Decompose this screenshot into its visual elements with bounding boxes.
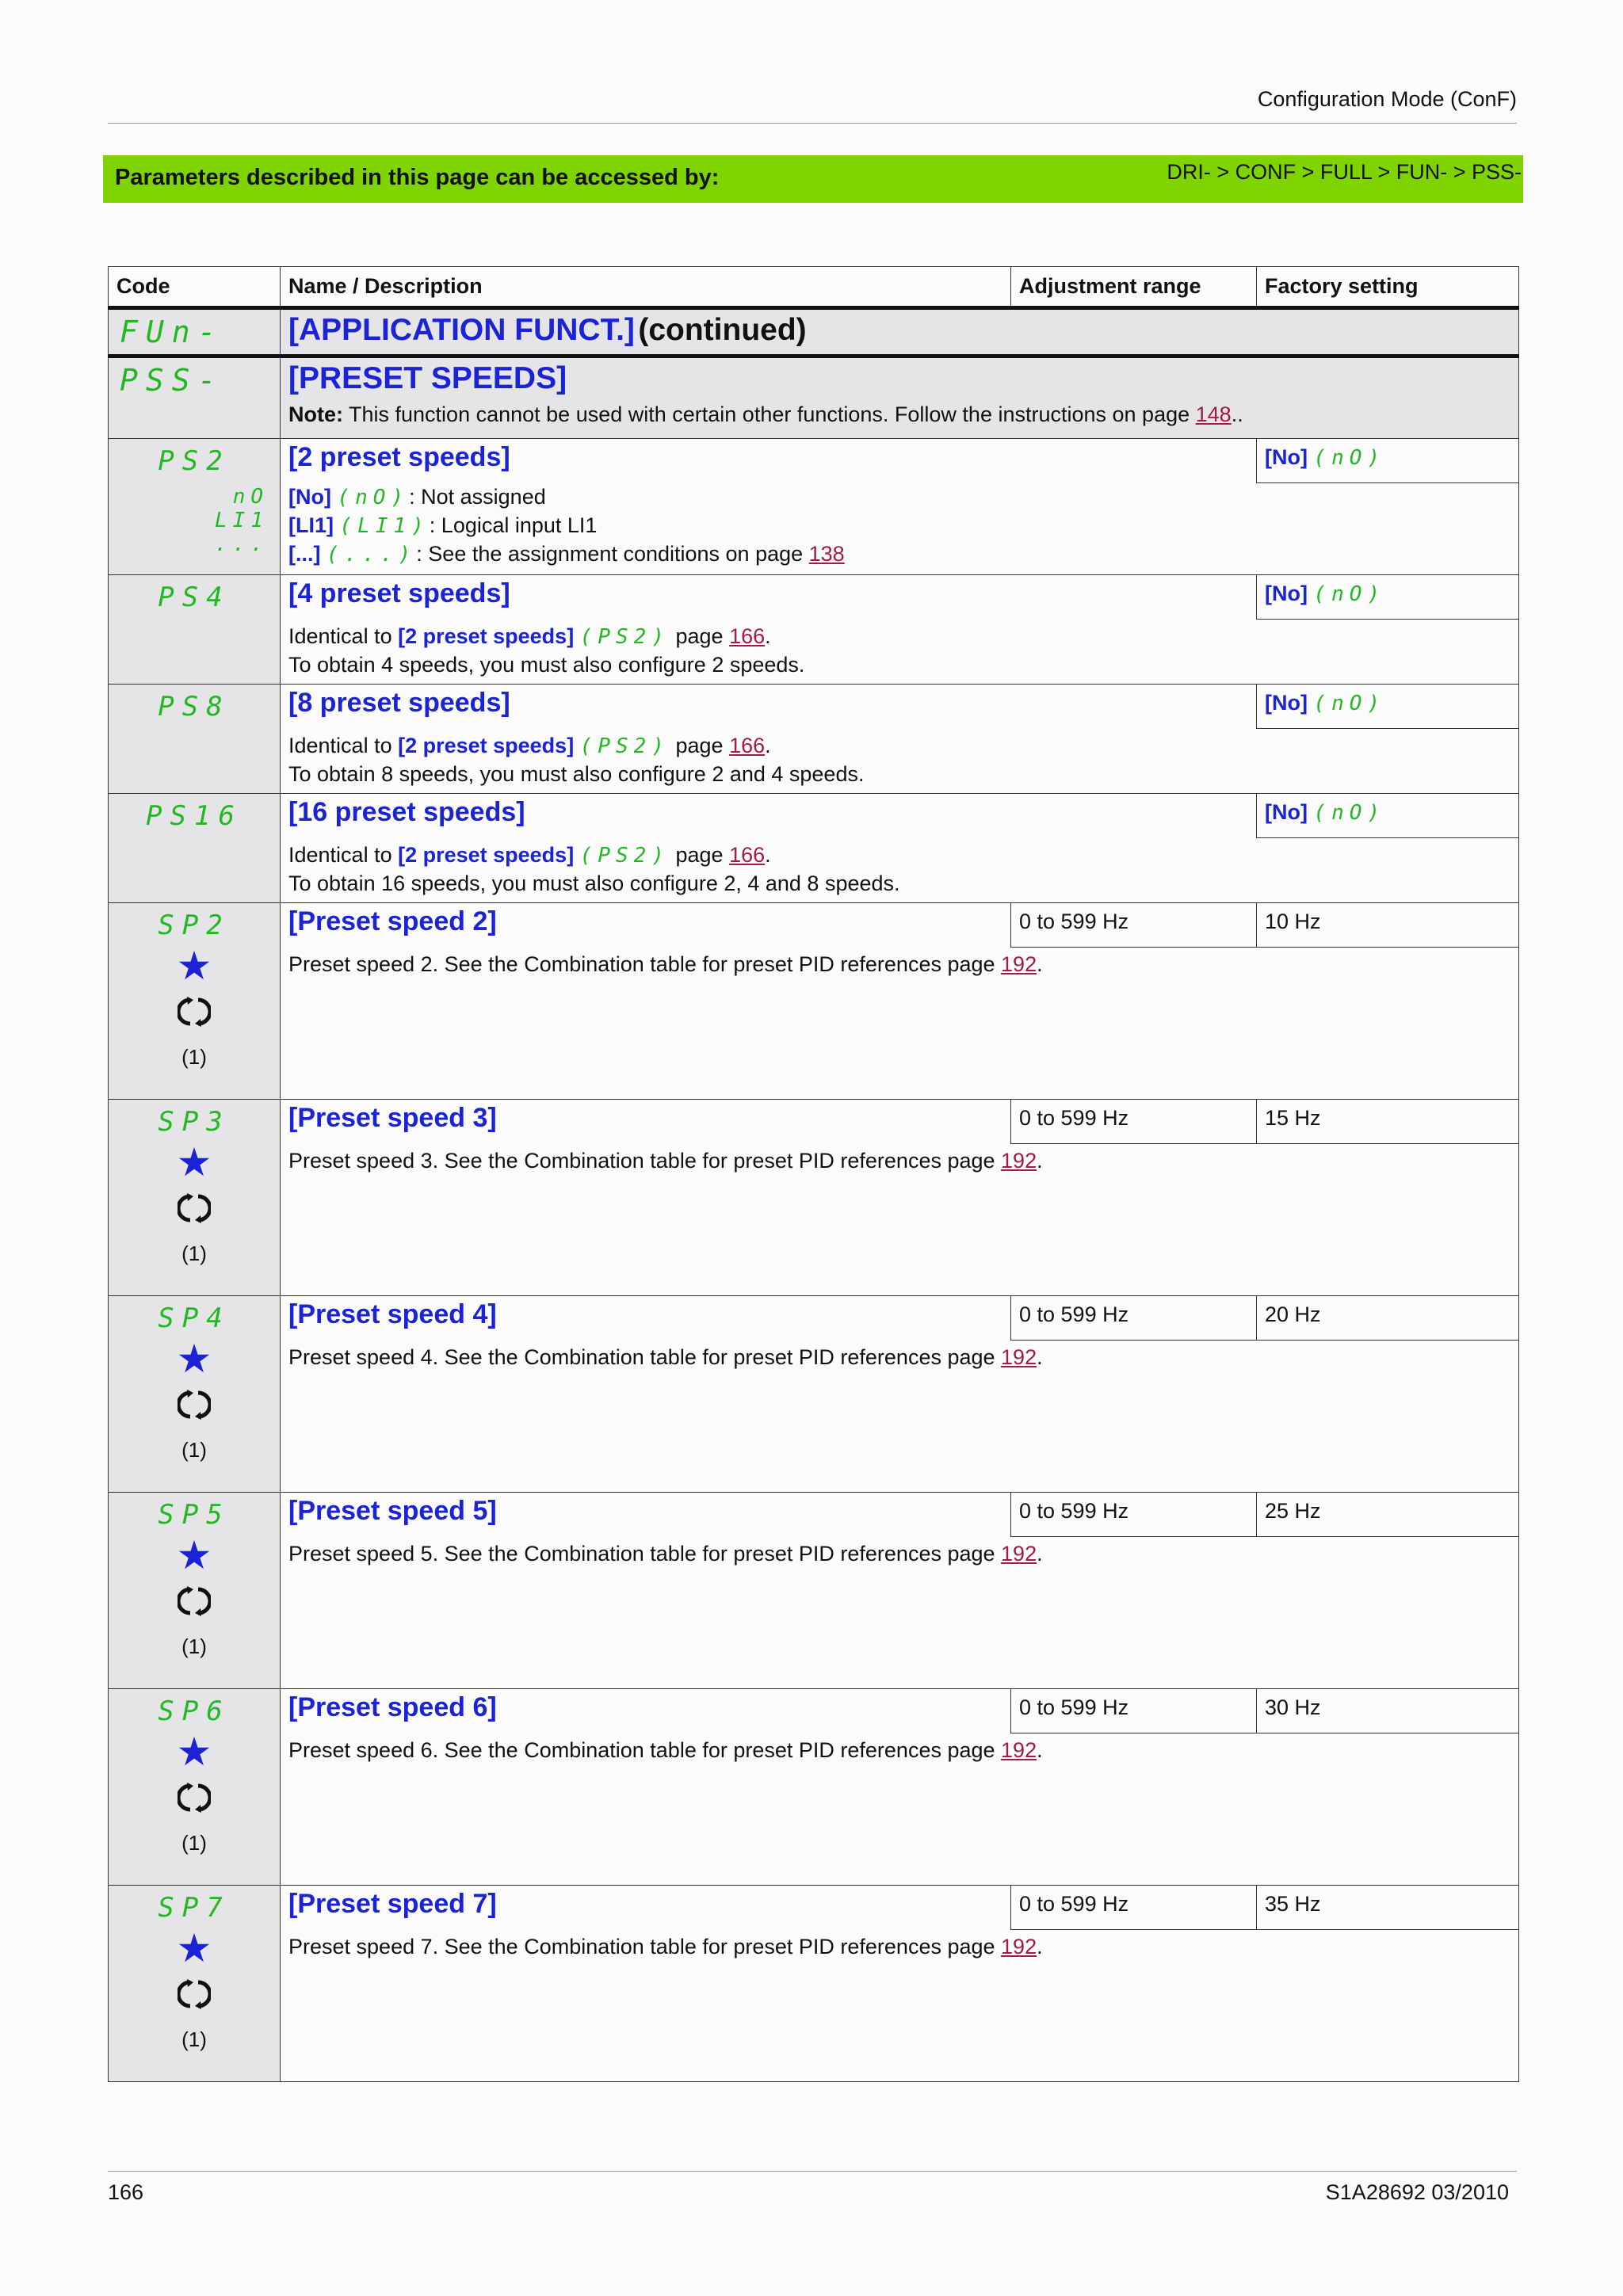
param-code: SP7 bbox=[158, 1892, 231, 1924]
factory-setting: 10 Hz bbox=[1256, 903, 1518, 948]
param-code: SP6 bbox=[158, 1695, 231, 1727]
header-divider bbox=[108, 123, 1517, 124]
pss-code: PSS- bbox=[120, 363, 224, 398]
cycle-icon bbox=[178, 997, 211, 1027]
footnote-marker: (1) bbox=[181, 1045, 207, 1069]
param-code: SP3 bbox=[158, 1106, 231, 1138]
footer-divider bbox=[108, 2171, 1517, 2172]
star-icon: ★ bbox=[176, 1533, 212, 1577]
param-title: [Preset speed 4] bbox=[288, 1299, 497, 1329]
param-description: Identical to [2 preset speeds] (PS2) page 166. To obtain 8 speeds, you must also configure 2 and 4 speeds. bbox=[288, 734, 865, 786]
ps2-option: [...] (...): See the assignment conditions on page 138 bbox=[288, 542, 845, 566]
preset-speed-row bbox=[109, 1296, 1519, 1493]
cycle-icon bbox=[178, 1193, 211, 1223]
adjustment-range: 0 to 599 Hz bbox=[1010, 1493, 1256, 1537]
fun-title: [APPLICATION FUNCT.] bbox=[288, 313, 635, 347]
option-page-link[interactable]: 138 bbox=[808, 542, 845, 566]
param-description: Identical to [2 preset speeds] (PS2) page 166. To obtain 16 speeds, you must also configure 2, 4 and 8 speeds. bbox=[288, 843, 900, 895]
pss-note-page-link[interactable]: 148 bbox=[1195, 402, 1232, 426]
page-number: 166 bbox=[108, 2180, 144, 2204]
param-code: SP4 bbox=[158, 1302, 231, 1334]
cycle-icon bbox=[178, 1390, 211, 1420]
ps-row bbox=[109, 794, 1519, 903]
page-link[interactable]: 166 bbox=[729, 624, 766, 648]
factory-setting: 25 Hz bbox=[1256, 1493, 1518, 1537]
preset-speed-row bbox=[109, 1886, 1519, 2082]
param-description: Preset speed 6. See the Combination table for preset PID references page 192. bbox=[288, 1738, 1043, 1762]
footnote-marker: (1) bbox=[181, 1831, 207, 1855]
factory-setting: 15 Hz bbox=[1256, 1100, 1518, 1144]
param-title: [Preset speed 7] bbox=[288, 1889, 497, 1919]
preset-speed-row bbox=[109, 1493, 1519, 1689]
param-description: Identical to [2 preset speeds] (PS2) page 166. To obtain 4 speeds, you must also configure 2 speeds. bbox=[288, 624, 805, 677]
param-title: [Preset speed 3] bbox=[288, 1103, 497, 1133]
page-link[interactable]: 192 bbox=[1001, 1738, 1037, 1762]
cycle-icon bbox=[178, 1979, 211, 2009]
factory-setting: [No] (nO) bbox=[1256, 794, 1518, 838]
preset-speed-row bbox=[109, 1689, 1519, 1886]
header-name: Name / Description bbox=[281, 267, 1011, 308]
param-title: [4 preset speeds] bbox=[288, 578, 510, 608]
footnote-marker: (1) bbox=[181, 1634, 207, 1658]
ps2-option-code: nO bbox=[232, 485, 269, 509]
preset-speed-row bbox=[109, 1100, 1519, 1296]
star-icon: ★ bbox=[176, 1140, 212, 1184]
page-link[interactable]: 192 bbox=[1001, 1542, 1037, 1566]
param-description: Preset speed 3. See the Combination table for preset PID references page 192. bbox=[288, 1149, 1043, 1173]
preset-speed-row bbox=[109, 903, 1519, 1100]
adjustment-range: 0 to 599 Hz bbox=[1010, 1886, 1256, 1930]
param-title: [Preset speed 6] bbox=[288, 1692, 497, 1722]
ps2-code: PS2 bbox=[158, 445, 231, 477]
factory-setting: 20 Hz bbox=[1256, 1296, 1518, 1341]
param-description: Preset speed 2. See the Combination table for preset PID references page 192. bbox=[288, 952, 1043, 976]
fun-code: FUn- bbox=[120, 315, 224, 349]
cycle-icon bbox=[178, 1586, 211, 1616]
page-link[interactable]: 166 bbox=[729, 734, 766, 757]
footnote-marker: (1) bbox=[181, 1438, 207, 1462]
param-code: PS16 bbox=[146, 800, 242, 832]
pss-menu-row bbox=[109, 357, 1519, 439]
param-code: PS4 bbox=[158, 582, 231, 613]
factory-setting: [No] (nO) bbox=[1256, 575, 1518, 620]
factory-setting: 35 Hz bbox=[1256, 1886, 1518, 1930]
star-icon: ★ bbox=[176, 1337, 212, 1381]
star-icon: ★ bbox=[176, 1926, 212, 1970]
header-code: Code bbox=[109, 267, 281, 308]
page-link[interactable]: 192 bbox=[1001, 1149, 1037, 1173]
document-reference: S1A28692 03/2010 bbox=[1325, 2180, 1509, 2204]
ps2-title: [2 preset speeds] bbox=[288, 442, 510, 472]
param-code: PS8 bbox=[158, 691, 231, 723]
page-link[interactable]: 166 bbox=[729, 843, 766, 867]
ps2-option: [No] (nO): Not assigned bbox=[288, 485, 546, 509]
access-label: Parameters described in this page can be accessed by: bbox=[115, 165, 720, 190]
footnote-marker: (1) bbox=[181, 2027, 207, 2051]
fun-menu-row bbox=[109, 308, 1519, 357]
header-range: Adjustment range bbox=[1011, 267, 1257, 308]
param-title: [Preset speed 5] bbox=[288, 1496, 497, 1526]
pss-note: Note: This function cannot be used with certain other functions. Follow the instructions on page 148.. bbox=[288, 402, 1243, 426]
param-title: [16 preset speeds] bbox=[288, 797, 525, 827]
param-title: [8 preset speeds] bbox=[288, 688, 510, 718]
star-icon: ★ bbox=[176, 944, 212, 988]
star-icon: ★ bbox=[176, 1730, 212, 1774]
page-link[interactable]: 192 bbox=[1001, 1935, 1037, 1958]
ps2-option-code: LI1 bbox=[215, 509, 269, 532]
param-description: Preset speed 7. See the Combination table for preset PID references page 192. bbox=[288, 1935, 1043, 1958]
ps2-row bbox=[109, 439, 1519, 575]
ps2-factory: [No] (nO) bbox=[1256, 439, 1518, 483]
param-code: SP5 bbox=[158, 1499, 231, 1531]
access-bar bbox=[103, 155, 1523, 203]
adjustment-range: 0 to 599 Hz bbox=[1010, 903, 1256, 948]
adjustment-range: 0 to 599 Hz bbox=[1010, 1689, 1256, 1733]
ps-row bbox=[109, 575, 1519, 685]
param-description: Preset speed 5. See the Combination table for preset PID references page 192. bbox=[288, 1542, 1043, 1566]
ps-row bbox=[109, 685, 1519, 794]
pss-title: [PRESET SPEEDS] bbox=[288, 361, 567, 395]
param-title: [Preset speed 2] bbox=[288, 906, 497, 936]
cycle-icon bbox=[178, 1783, 211, 1813]
parameter-table bbox=[108, 266, 1519, 2082]
footnote-marker: (1) bbox=[181, 1241, 207, 1265]
page-link[interactable]: 192 bbox=[1001, 952, 1037, 976]
table-header-row bbox=[109, 267, 1519, 308]
access-path: DRI- > CONF > FULL > FUN- > PSS- bbox=[1167, 160, 1522, 184]
param-code: SP2 bbox=[158, 910, 231, 941]
page-header-title: Configuration Mode (ConF) bbox=[1257, 87, 1517, 111]
header-factory: Factory setting bbox=[1257, 267, 1519, 308]
ps2-option-code: ... bbox=[215, 532, 269, 556]
factory-setting: 30 Hz bbox=[1256, 1689, 1518, 1733]
adjustment-range: 0 to 599 Hz bbox=[1010, 1296, 1256, 1341]
page-link[interactable]: 192 bbox=[1001, 1345, 1037, 1369]
ps2-option: [LI1] (LI1): Logical input LI1 bbox=[288, 513, 598, 538]
factory-setting: [No] (nO) bbox=[1256, 685, 1518, 729]
adjustment-range: 0 to 599 Hz bbox=[1010, 1100, 1256, 1144]
fun-suffix: (continued) bbox=[638, 313, 807, 347]
param-description: Preset speed 4. See the Combination table for preset PID references page 192. bbox=[288, 1345, 1043, 1369]
